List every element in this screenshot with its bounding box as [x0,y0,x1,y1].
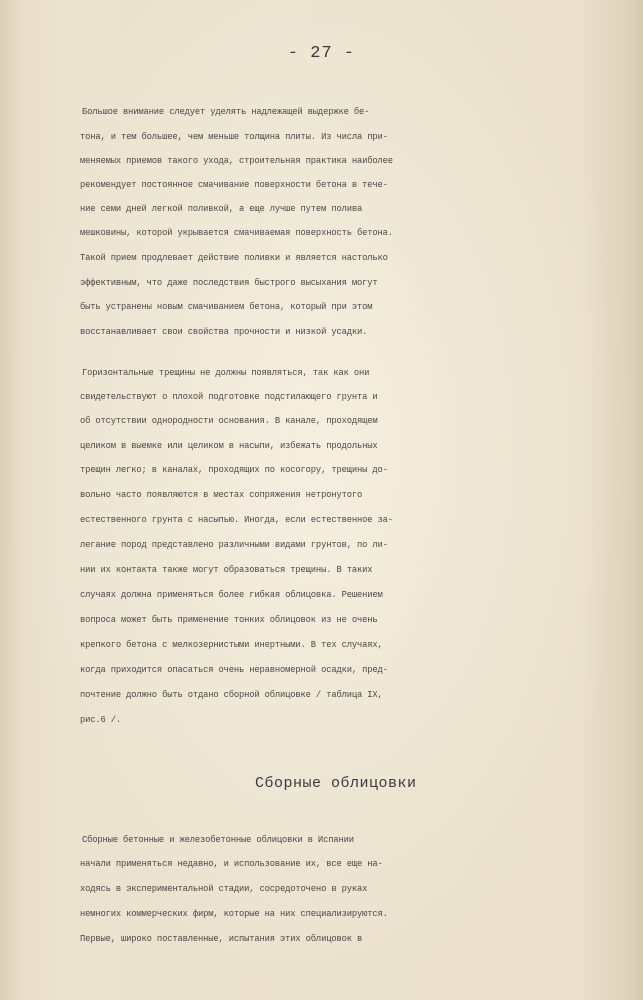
paragraph-2-line: вольно часто появляются в местах сопряжения нетронутого [80,490,363,500]
paragraph-2-line: целиком в выемке или целиком в насыпи, избежать продольных [80,441,378,451]
paragraph-1-line: эффективным, что даже последствия быстрого высыхания могут [80,278,378,288]
paragraph-1-line: быть устранены новым смачиванием бетона, который при этом [80,302,373,312]
paragraph-3-line: ходясь в экспериментальной стадии, сосредоточено в руках [80,884,368,894]
paragraph-3-line: немногих коммерческих фирм, которые на них специализируются. [80,909,388,919]
paragraph-2-line: почтение должно быть отдано сборной облицовке / таблица IX, [80,690,383,700]
paragraph-2-line: об отсутствии однородности основания. В канале, проходящем [80,416,378,426]
paragraph-1-line: Большое внимание следует уделять надлежащей выдержке бе- [82,107,370,117]
paragraph-2-line: свидетельствуют о плохой подготовке подстилающего грунта и [80,392,378,402]
paragraph-2-line: крепкого бетона с мелкозернистыми инертными. В тех случаях, [80,640,383,650]
paragraph-1-line: меняемых приемов такого ухода, строительная практика наиболее [80,156,393,166]
paragraph-1-line: мешковины, которой укрывается смачиваемая поверхность бетона. [80,228,393,238]
paragraph-2-line: естественного грунта с насыпью. Иногда, если естественное за- [80,515,393,525]
paragraph-1-line: восстанавливает свои свойства прочности и низкой усадки. [80,327,368,337]
paragraph-2-line: трещин легко; в каналах, проходящих по косогору, трещины до- [80,465,388,475]
paragraph-2-line: вопроса может быть применение тонких облицовок из не очень [80,615,378,625]
paragraph-2-line: когда приходится опасаться очень неравномерной осадки, пред- [80,665,388,675]
paragraph-2-line: Горизонтальные трещины не должны появляться, так как они [82,368,370,378]
page-number: - 27 - [287,44,356,63]
paragraph-2-line: случаях должна применяться более гибкая облицовка. Решением [80,590,383,600]
paragraph-1-line: Такой прием продлевает действие поливки и является настолько [80,253,388,263]
section-heading [0,775,643,792]
paragraph-3-line: Первые, широко поставленные, испытания этих облицовок в [80,934,363,944]
paragraph-1-line: ние семи дней легкой поливкой, а еще лучше путем полива [80,204,363,214]
paragraph-2-line: легание пород представлено различными видами грунтов, по ли- [80,540,388,550]
paragraph-3-line: Сборные бетонные и железобетонные облицовки в Испании [82,835,354,845]
paragraph-2-line: нии их контакта также могут образоваться трещины. В таких [80,565,373,575]
paragraph-1-line: рекомендует постоянное смачивание поверхности бетона в тече- [80,180,388,190]
paragraph-2-line: рис.6 /. [80,715,122,725]
section-heading-text: Сборные облицовки [255,775,417,792]
paragraph-3-line: начали применяться недавно, и использование их, все еще на- [80,859,383,869]
paragraph-1-line: тона, и тем большее, чем меньше толщина плиты. Из числа при- [80,132,388,142]
